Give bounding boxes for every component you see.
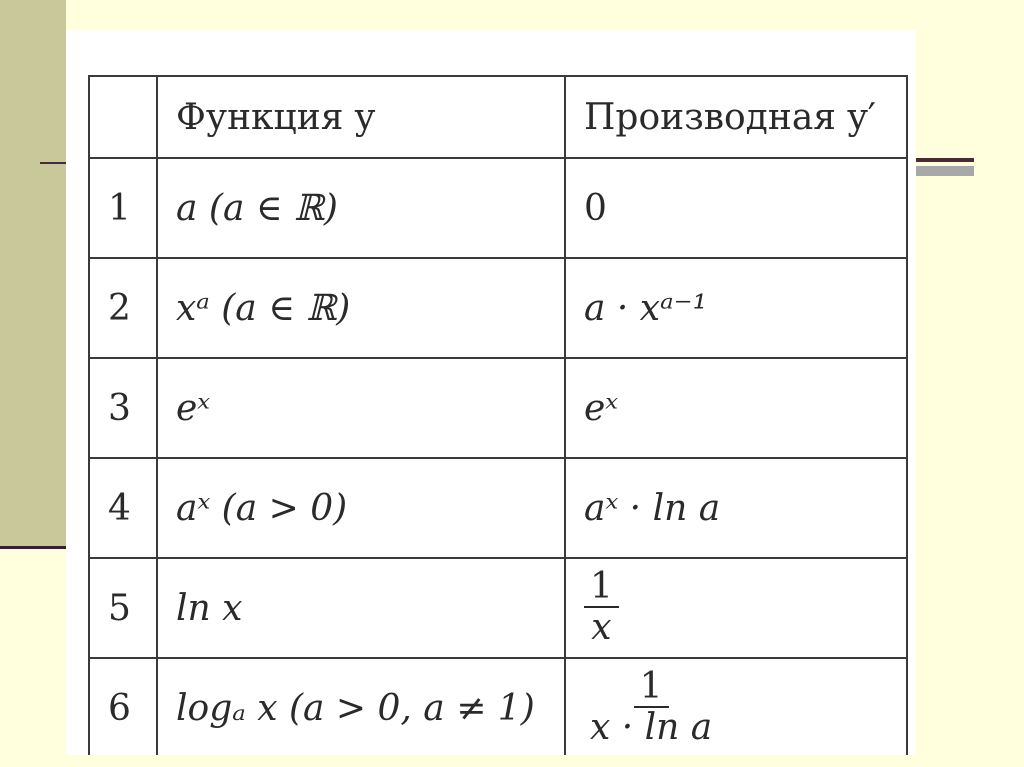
row-function: aˣ (a > 0) (157, 458, 565, 558)
table-row (89, 358, 907, 458)
row-derivative: aˣ · ln a (565, 458, 907, 558)
row-derivative: a · xᵃ⁻¹ (565, 258, 907, 358)
fraction-numerator: 1 (634, 668, 669, 708)
fraction-numerator: 1 (584, 568, 619, 608)
fraction-denominator: x · ln a (590, 707, 713, 749)
table-row (89, 558, 907, 658)
row-number: 4 (89, 458, 157, 558)
row-number: 2 (89, 258, 157, 358)
fraction (584, 568, 619, 647)
derivatives-table (88, 75, 908, 755)
row-function: xᵃ (a ∈ ℝ) (157, 258, 565, 358)
row-derivative: eˣ (565, 358, 907, 458)
row-number: 6 (89, 658, 157, 755)
table-row (89, 258, 907, 358)
fraction (584, 668, 718, 747)
table-header-row (89, 76, 907, 158)
row-number: 3 (89, 358, 157, 458)
header-function: Функция y (157, 76, 565, 158)
row-function: eˣ (157, 358, 565, 458)
row-number: 5 (89, 558, 157, 658)
fraction-denominator: x (591, 607, 612, 649)
row-derivative (565, 658, 907, 755)
table-row (89, 158, 907, 258)
header-derivative: Производная y′ (565, 76, 907, 158)
table-row (89, 658, 907, 755)
table-row (89, 458, 907, 558)
row-derivative (565, 558, 907, 658)
row-number: 1 (89, 158, 157, 258)
header-num (89, 76, 157, 158)
row-derivative: 0 (565, 158, 907, 258)
row-function: ln x (157, 558, 565, 658)
row-function: a (a ∈ ℝ) (157, 158, 565, 258)
row-function: logₐ x (a > 0, a ≠ 1) (157, 658, 565, 755)
